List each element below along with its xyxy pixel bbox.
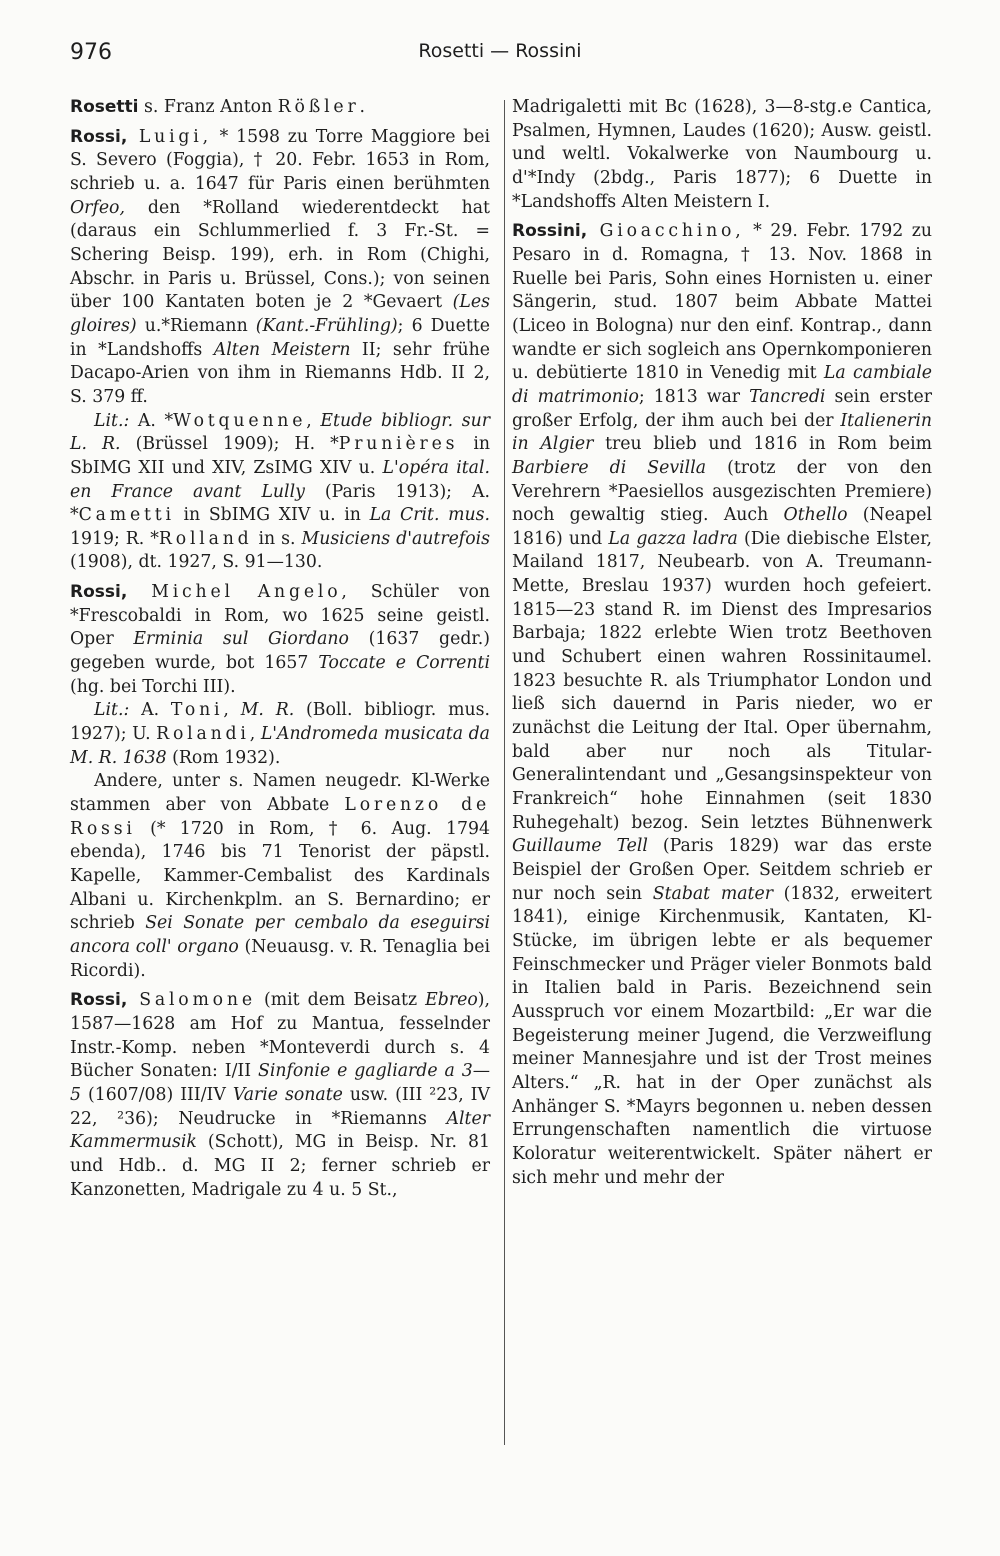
- entry-headword: Rossi,: [70, 582, 128, 603]
- entry-rossi-michel-literature: Lit.: A. Toni, M. R. (Boll. bibliogr. mus. 1927); U. Rolandi, L'Andromeda musicata da M. R. 1638 (Rom 1932).: [70, 700, 491, 768]
- entry-headword: Rossi,: [70, 126, 128, 147]
- column-divider: [504, 100, 505, 1445]
- entry-rossi-luigi: Rossi, Luigi, * 1598 zu Torre Maggiore bei S. Severo (Foggia), † 20. Febr. 1653 in Rom, schrieb u. a. 1647 für Paris einen berühmten Orfeo, den *Rolland wiederentdeckt hat (daraus ein Schlummerlied f. 3 Fr.-St. = Schering Beisp. 199), erh. in Rom (Chighi, Abschr. in Paris u. Brüssel, Cons.); von seinen über 100 Kantaten boten je 2 *Gevaert (Les gloires) u.*Riemann (Kant.-Frühling); 6 Duette in *Landshoffs Alten Meistern II; sehr frühe Dacapo-Arien von ihm in Riemanns Hdb. II 2, S. 379 ff.: [70, 126, 490, 407]
- entry-rosetti: Rosetti s. Franz Anton Rößler.: [70, 97, 366, 117]
- entry-headword: Rossi,: [70, 990, 128, 1011]
- entry-headword: Rosetti: [70, 97, 139, 117]
- entry-andere: Andere, unter s. Namen neugedr. Kl-Werke stammen aber von Abbate Lorenzo de Rossi (* 1720 in Rom, † 6. Aug. 1794 ebenda), 1746 bis 71 Tenorist der päpstl. Kapelle, Kammer-Cembalist des Kardinals Albani u. Kirchenkplm. an S. Bernardino; er schrieb Sei Sonate per cembalo da eseguirsi ancora coll' organo (Neuausg. v. R. Tenaglia bei Ricordi).: [70, 771, 490, 981]
- entry-rossi-salomone: Rossi, Salomone (mit dem Beisatz Ebreo), 1587—1628 am Hof zu Mantua, fesselnder Instr.-Komp. neben *Monteverdi durch s. 4 Bücher Sonaten: I/II Sinfonie e gagliarde a 3—5 (1607/08) III/IV Varie sonate usw. (III ²23, IV 22, ²36); Neudrucke in *Riemanns Alter Kammermusik (Schott), MG in Beisp. Nr. 81 und Hdb.. d. MG II 2; ferner schrieb er Kanzonetten, Madrigale zu 4 u. 5 St.,: [70, 990, 490, 1200]
- running-head: Rosetti — Rossini: [418, 40, 582, 62]
- page-number: 976: [70, 40, 112, 65]
- entry-rossini: Rossini, Gioacchino, * 29. Febr. 1792 zu Pesaro in d. Romagna, † 13. Nov. 1868 in Ruelle bei Paris, Sohn eines Hornisten u. einer Sängerin, stud. 1807 beim Abbate Mattei (Liceo in Bologna) nur den einf. Kontrap., dann wandte er sich sogleich ans Opernkomponieren u. debütierte 1810 in Venedig mit La cambiale di matrimonio; 1813 war Tancredi sein erster großer Erfolg, der ihm auch bei der Italienerin in Algier treu blieb und 1816 in Rom beim Barbiere di Sevilla (trotz der von den Verehrern *Paesiellos ausgezischten Premiere) noch gewaltig stieg. Auch Othello (Neapel 1816) und La gazza ladra (Die diebische Elster, Mailand 1817, Neubearb. von A. Treumann-Mette, Breslau 1937) wurden hoch gefeiert. 1815—23 stand R. im Dienst des Impresarios Barbaja; 1822 erlebte Wien trotz Beethoven und Schubert einen wahren Rossinitaumel. 1823 besuchte R. als Triumphator London und ließ sich dauernd in Paris nieder, wo er zunächst die Leitung der Ital. Oper übernahm, bald aber nur noch als Titular-Generalintendant und „Gesangsinspekteur von Frankreich“ hohe Einnahmen (seit 1830 Ruhegehalt) bezog. Sein letztes Bühnenwerk Guillaume Tell (Paris 1829) war das erste Beispiel der Großen Oper. Seitdem schrieb er nur noch sein Stabat mater (1832, erweitert 1841), einige Kirchenmusik, Kantaten, Kl-Stücke, im übrigen lebte er als bequemer Feinschmecker und Präger vieler Bonmots bald in Italien bald in Paris. Bezeichnend sein Ausspruch vor einem Mozartbild: „Er war die Begeisterung meiner Jugend, die Verzweiflung meiner Mannesjahre und ist der Trost meines Alters.“ „R. hat in der Oper zunächst als Anhänger S. *Mayrs begonnen u. neben dessen Errungenschaften namentlich die virtuose Koloratur weiterentwickelt. Später nähert er sich mehr und mehr der: [512, 221, 933, 1188]
- entry-rossi-luigi-literature: Lit.: A. *Wotquenne, Etude bibliogr. sur L. R. (Brüssel 1909); H. *Prunières in SbIMG XII und XIV, ZsIMG XIV u. L'opéra ital. en France avant Lully (Paris 1913); A. *Cametti in SbIMG XIV u. in La Crit. mus. 1919; R. *Rolland in s. Musiciens d'autrefois (1908), dt. 1927, S. 91—130.: [70, 410, 491, 573]
- left-column: [70, 96, 490, 1202]
- entry-rossi-michel-angelo: Rossi, Michel Angelo, Schüler von *Frescobaldi in Rom, wo 1625 seine geistl. Oper Erminia sul Giordano (1637 gedr.) gegeben wurde, bot 1657 Toccate e Correnti (hg. bei Torchi III).: [70, 582, 490, 697]
- entry-headword: Rossini,: [512, 221, 588, 242]
- page-header: [0, 40, 1000, 80]
- entry-rossi-salomone-continued: Madrigaletti mit Bc (1628), 3—8-stg.e Cantica, Psalmen, Hymnen, Laudes (1620); Ausw. geistl. und weltl. Vokalwerke von Naumbourg u. d'*Indy (2bdg., Paris 1877); 6 Duette in *Landshoffs Alten Meistern I.: [512, 97, 932, 212]
- right-column: [512, 96, 932, 1190]
